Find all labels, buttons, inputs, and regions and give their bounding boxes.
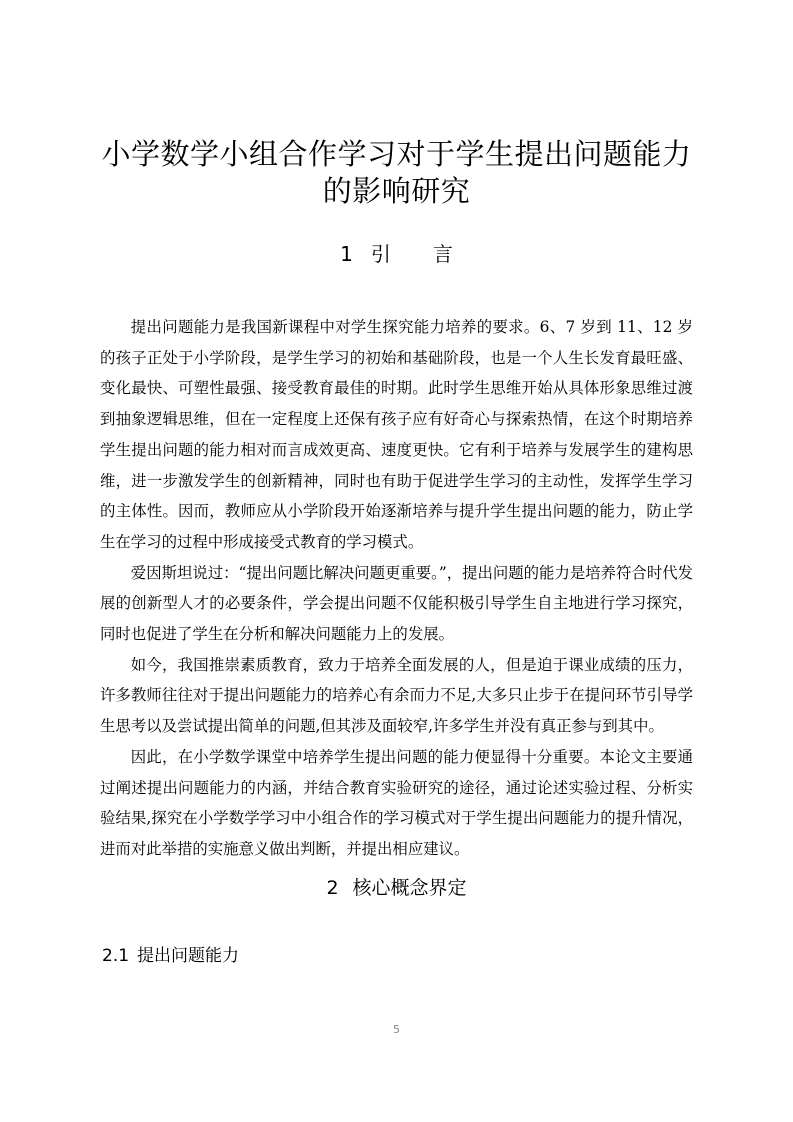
section-title: 核心概念界定 bbox=[352, 877, 467, 899]
paragraph: 提出问题能力是我国新课程中对学生探究能力培养的要求。6、7 岁到 11、12 岁的孩子正处于小学阶段，是学生学习的初始和基础阶段，也是一个人生长发育最旺盛、变化最快、可塑性最强、接受教育最佳的时期。此时学生思维开始从具体形象思维过渡到抽象逻辑思维，但在一定程度上还保有孩子应有好奇心与探索热情，在这个时期培养学生提出问题的能力相对而言成效更高、速度更快。它有利于培养与发展学生的建构思维，进一步激发学生的创新精神，同时也有助于促进学生学习的主动性，发挥学生学习的主体性。因而，教师应从小学阶段开始逐渐培养与提升学生提出问题的能力，防止学生在学习的过程中形成接受式教育的学习模式。 bbox=[100, 318, 693, 551]
section-heading-introduction bbox=[100, 240, 693, 268]
section-heading-core-concepts bbox=[100, 874, 693, 902]
section-number: 1 bbox=[340, 242, 353, 266]
introduction-body bbox=[100, 312, 693, 865]
document-title bbox=[80, 136, 713, 210]
section-title-part2: 言 bbox=[432, 242, 453, 266]
section-number: 2 bbox=[326, 877, 339, 899]
paragraph: 因此，在小学数学课堂中培养学生提出问题的能力便显得十分重要。本论文主要通过阐述提出问题能力的内涵，并结合教育实验研究的途径，通过论述实验过程、分析实验结果,探究在小学数学学习中小组合作的学习模式对于学生提出问题能力的提升情况，进而对此举措的实施意义做出判断，并提出相应建议。 bbox=[100, 747, 693, 858]
paragraph: 爱因斯坦说过：“提出问题比解决问题更重要。”，提出问题的能力是培养符合时代发展的创新型人才的必要条件，学会提出问题不仅能积极引导学生自主地进行学习探究，同时也促进了学生在分析和解决问题能力上的发展。 bbox=[100, 563, 693, 644]
subsection-heading bbox=[102, 943, 239, 969]
document-title-line2: 的影响研究 bbox=[322, 174, 471, 208]
section-title-part1: 引 bbox=[370, 242, 391, 266]
paragraph: 如今，我国推崇素质教育，致力于培养全面发展的人，但是迫于课业成绩的压力，许多教师往往对于提出问题能力的培养心有余而力不足,大多只止步于在提问环节引导学生思考以及尝试提出简单的问题,但其涉及面较窄,许多学生并没有真正参与到其中。 bbox=[100, 655, 693, 736]
document-title-line1: 小学数学小组合作学习对于学生提出问题能力 bbox=[101, 137, 692, 171]
page-number: 5 bbox=[393, 1023, 400, 1036]
subsection-number: 2.1 bbox=[102, 946, 130, 966]
subsection-title: 提出问题能力 bbox=[137, 946, 240, 966]
